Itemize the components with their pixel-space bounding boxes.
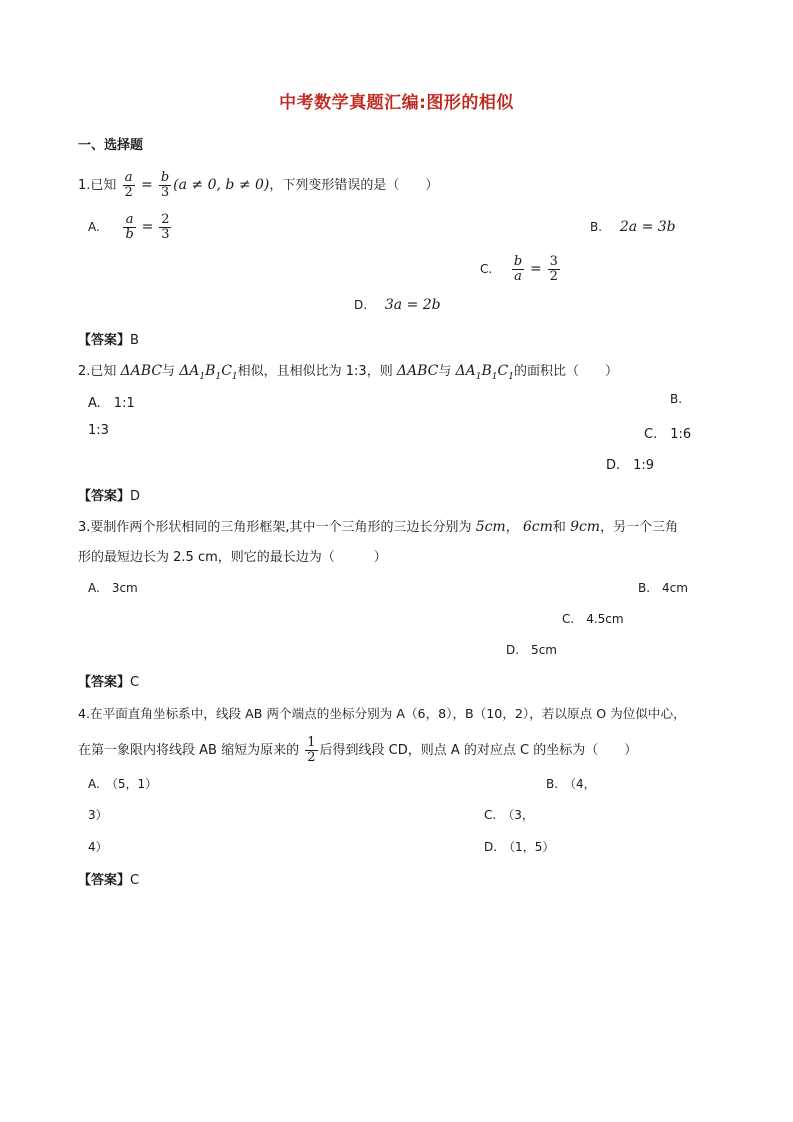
question-2-middle: 相似，且相似比为 1:3，则 [237,364,393,379]
length-6cm: 6cm [522,519,553,535]
question-3-line-2: 形的最短边长为 2.5 cm，则它的最长边为（ ） [78,550,387,565]
question-4-text: 在第一象限内将线段 AB 缩短为原来的 [78,743,300,758]
connector-text: 与 [162,364,176,379]
answer-value: B [130,333,139,348]
length-9cm: 9cm [570,519,601,535]
q3-option-d[interactable]: D. 5cm [506,643,557,657]
q1-option-a[interactable] [88,213,173,242]
option-label: C. [480,262,493,276]
q2-option-d[interactable]: D. 1:9 [606,458,655,473]
q2-option-a[interactable]: A. 1:1 [88,396,135,411]
q4-option-c-cont: 4） [88,840,108,854]
q2-option-b[interactable] [670,392,682,406]
q1-option-a-lhs: $\frac{a}{b}$ [125,212,134,242]
q1-option-a-rhs: $\frac{2}{3}$ [161,212,170,242]
question-2-suffix: 的面积比（ ） [513,364,618,379]
connector-text: 与 [438,364,452,379]
question-4-text: 后得到线段 CD，则点 A 的对应点 C 的坐标为（ ） [319,743,638,758]
option-label: D. [354,298,368,312]
answer-value: C [130,675,140,690]
q4-option-b[interactable]: B. （4， [546,777,596,791]
q2-option-b-value: 1:3 [88,423,109,438]
q3-option-c[interactable]: C. 4.5cm [562,612,624,626]
q2-answer [78,485,140,504]
page-title: 中考数学真题汇编:图形的相似 [279,93,514,113]
question-3-line-1 [78,516,678,535]
q3-option-a[interactable]: A. 3cm [88,581,138,595]
answer-label: 【答案】 [78,873,131,888]
question-4-line-1: 4.在平面直角坐标系中，线段 AB 两个端点的坐标分别为 A（6，8），B（10，2），若以原点 O 为位似中心， [78,706,686,721]
triangle-a1b1c1: $\Delta A_1B_1C_1$ [179,363,238,382]
question-3-text: 3.要制作两个形状相同的三角形框架,其中一个三角形的三边长分别为 [78,520,472,535]
triangle-abc: ΔABC [396,363,439,379]
triangle-a1b1c1: $\Delta A_1B_1C_1$ [455,363,514,382]
question-3-text: ，另一个三角 [600,520,679,535]
q4-answer [78,869,139,888]
option-equals: = [530,261,542,277]
q3-answer [78,671,139,690]
q1-option-c-lhs: $\frac{b}{a}$ [513,254,523,284]
q3-option-b[interactable]: B. 4cm [638,581,688,595]
q1-option-d[interactable] [354,297,441,313]
question-1-suffix: ，下列变形错误的是（ ） [269,178,439,193]
q1-option-c[interactable] [480,255,562,284]
question-2-prefix: 2.已知 [78,364,117,379]
q1-option-b[interactable] [590,219,676,235]
q1-fraction-b-over-3: $\frac{b}{3}$ [160,170,170,200]
q4-option-d[interactable]: D. （1，5） [484,840,555,854]
option-equals: = [141,219,154,235]
answer-label: 【答案】 [78,333,131,348]
question-1-stem [78,171,438,200]
q1-equals: = [140,177,153,193]
option-expression: 2a = 3b [619,219,676,235]
q1-condition: (a ≠ 0, b ≠ 0) [173,177,270,193]
question-4-line-2 [78,736,637,765]
answer-value: C [130,873,140,888]
separator: ， [505,520,519,535]
section-header: 一、选择题 [78,138,144,153]
q4-fraction-one-half: $\frac{1}{2}$ [307,735,316,765]
option-label: B. [670,392,683,406]
q4-option-b-cont: 3） [88,808,108,822]
option-label: A. [88,220,100,234]
answer-label: 【答案】 [78,489,131,504]
q4-option-c[interactable]: C. （3， [484,808,534,822]
q1-option-c-rhs: $\frac{3}{2}$ [549,254,558,284]
question-2-stem [78,360,618,382]
answer-label: 【答案】 [78,675,131,690]
option-expression: 3a = 2b [384,297,441,313]
question-1-prefix: 1.已知 [78,178,117,193]
triangle-abc: ΔABC [120,363,163,379]
length-5cm: 5cm [475,519,506,535]
q1-fraction-a-over-2: $\frac{a}{2}$ [124,170,133,200]
q2-option-c[interactable]: C. 1:6 [644,427,692,442]
answer-value: D [130,489,141,504]
q4-option-a[interactable]: A. （5，1） [88,777,158,791]
option-label: B. [590,220,603,234]
connector-text: 和 [552,520,566,535]
q1-answer [78,329,139,348]
